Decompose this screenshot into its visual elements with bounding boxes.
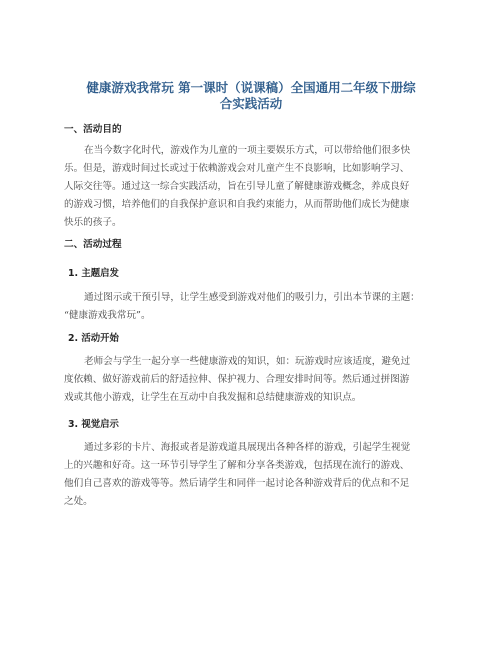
paragraph-line: 老师会与学生一起分享一些健康游戏的知识，如：玩游戏时应该适度，避免过 [84,356,411,367]
subsection-heading-visual: 3. 视觉启示 [68,419,119,430]
paragraph-line: 之处。 [64,496,93,507]
document-title-line-1: 健康游戏我常玩 第一课时（说课稿）全国通用二年级下册综 [86,80,416,95]
paragraph-line: 戏或其他小游戏，让学生在互动中自我发掘和总结健康游戏的知识点。 [64,392,362,403]
paragraph-line: 他们自己喜欢的游戏等等。然后请学生和同伴一起讨论各种游戏背后的优点和不足 [64,478,410,489]
paragraph-line: 快乐的孩子。 [64,217,122,228]
paragraph-line: 乐。但是，游戏时间过长或过于依赖游戏会对儿童产生不良影响，比如影响学习、 [64,163,410,174]
subsection-heading-start: 2. 活动开始 [68,333,119,344]
paragraph-line: “健康游戏我常玩”。 [64,310,151,321]
subsection-heading-theme: 1. 主题启发 [68,268,119,279]
paragraph-line: 通过图示或干预引导，让学生感受到游戏对他们的吸引力，引出本节课的主题： [84,292,420,303]
paragraph-line: 的游戏习惯，培养他们的自我保护意识和自我约束能力，从而帮助他们成长为健康 [64,199,410,210]
paragraph-line: 度依赖、做好游戏前后的舒适拉伸、保护视力、合理安排时间等。然后通过拼图游 [64,374,410,385]
paragraph-line: 上的兴趣和好奇。这一环节引导学生了解和分享各类游戏，包括现在流行的游戏、 [64,460,410,471]
paragraph-line: 通过多彩的卡片、海报或者是游戏道具展现出各种各样的游戏，引起学生视觉 [84,442,411,453]
section-heading-purpose: 一、活动目的 [64,124,122,135]
document-title-line-2: 合实践活动 [219,96,283,111]
paragraph-line: 人际交往等。通过这一综合实践活动，旨在引导儿童了解健康游戏概念，养成良好 [64,181,410,192]
section-heading-process: 二、活动过程 [64,239,122,250]
paragraph-line: 在当今数字化时代，游戏作为儿童的一项主要娱乐方式，可以带给他们很多快 [84,145,411,156]
